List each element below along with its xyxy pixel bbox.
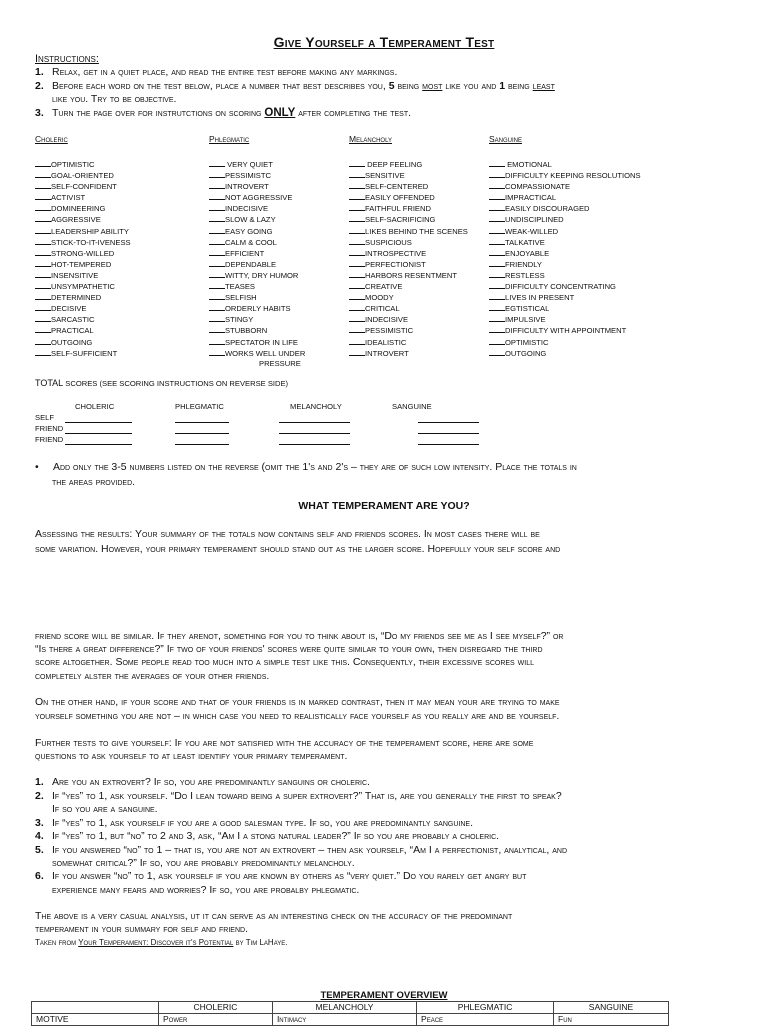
overview-cell: Power (159, 1014, 273, 1026)
score-blank[interactable] (489, 180, 505, 189)
totals-header-phlegmatic: PHLEGMATIC (175, 402, 224, 411)
question-item (35, 844, 567, 856)
section-heading: WHAT TEMPERAMENT ARE YOU? (298, 500, 470, 512)
assessing-line: Assessing the results: Your summary of the totals now contains self and friends scores. In most cases there will be (35, 528, 540, 540)
question-text: somewhat critical?” If so, you are probably predominantly melancholy. (52, 857, 355, 869)
trait-item (489, 313, 659, 324)
trait-label: AGGRESSIVE (51, 215, 101, 225)
score-blank[interactable] (349, 247, 365, 256)
score-blank[interactable] (209, 247, 225, 256)
bullet-text: Add only the 3-5 numbers listed on the reverse (omit the 1's and 2's – they are of such low intensity. Place the totals in (53, 461, 577, 473)
question-item (35, 790, 562, 802)
score-blank[interactable] (209, 269, 225, 278)
instruction-text: Relax, get in a quiet place, and read the entire test before making any markings. (52, 66, 398, 78)
trait-label: STINGY (225, 315, 254, 325)
totals-label (35, 378, 288, 388)
overview-header-cell: SANGUINE (554, 1002, 669, 1014)
other-hand-line: yourself something you are not – in which case you need to realistically face yourself as you really are and be yourself. (35, 710, 560, 722)
trait-label: UNSYMPATHETIC (51, 282, 115, 292)
question-num: 3. (35, 817, 44, 829)
overview-header-cell: MELANCHOLY (272, 1002, 416, 1014)
question-item (52, 803, 158, 815)
trait-label: SELFISH (225, 293, 257, 303)
score-blank[interactable] (209, 169, 225, 178)
score-blank[interactable] (35, 158, 51, 167)
score-blank[interactable] (209, 191, 225, 200)
column-choleric (35, 134, 205, 358)
score-blank[interactable] (349, 236, 365, 245)
score-blank[interactable] (209, 291, 225, 300)
trait-label: EASILY OFFENDED (365, 193, 435, 203)
score-blank[interactable] (349, 225, 365, 234)
trait-label: EGTISTICAL (505, 304, 550, 314)
score-blank[interactable] (65, 433, 132, 434)
totals-header-melancholy: MELANCHOLY (290, 402, 342, 411)
score-blank[interactable] (349, 202, 365, 211)
instruction-num: 1. (35, 66, 44, 78)
score-blank[interactable] (35, 258, 51, 267)
column-header: Choleric (35, 134, 68, 144)
question-text: If “yes” to 1, ask yourself if you are a good salesman type. If so, you are predominantly sanguine. (52, 817, 473, 829)
score-blank[interactable] (489, 158, 505, 167)
question-text: If “yes” to 1, ask yourself. “Do I lean toward being a super extrovert?” That is, are you generally the first to speak? (52, 790, 562, 802)
overview-table (31, 1001, 669, 1026)
score-blank[interactable] (209, 236, 225, 245)
trait-label: SPECTATOR IN LIFE (225, 337, 298, 347)
trait-label: HOT-TEMPERED (51, 259, 112, 269)
trait-label: SLOW & LAZY (225, 215, 276, 225)
overview-title: TEMPERAMENT OVERVIEW (320, 990, 448, 1001)
trait-label: EASILY DISCOURAGED (505, 204, 590, 214)
score-blank[interactable] (349, 313, 365, 322)
instruction-text: Turn the page over for instrutctions on scoring (52, 107, 265, 119)
trait-item (35, 302, 205, 313)
score-blank[interactable] (35, 236, 51, 245)
trait-label: RESTLESS (505, 270, 545, 280)
trait-label: DIFFICULTY CONCENTRATING (505, 282, 616, 292)
trait-label: SENSITIVE (365, 171, 405, 181)
trait-item (35, 180, 205, 191)
trait-label: INTROVERT (225, 182, 269, 192)
trait-label: PESSIMISTC (225, 171, 271, 181)
score-blank[interactable] (35, 191, 51, 200)
trait-item (35, 258, 205, 269)
trait-item (35, 225, 205, 236)
score-blank[interactable] (35, 291, 51, 300)
source-book: Your Temperament: Discover it's Potential (78, 938, 234, 947)
score-blank[interactable] (489, 169, 505, 178)
score-blank[interactable] (209, 258, 225, 267)
trait-label: DIFFICULTY KEEPING RESOLUTIONS (505, 171, 641, 181)
trait-label: VERY QUIET (225, 160, 273, 169)
score-blank[interactable] (489, 236, 505, 245)
friend-para-line: score altogether. Some people read too much into a simple test like this. Consequently, their excessive scores will (35, 656, 534, 668)
trait-label: ACTIVIST (51, 193, 86, 203)
score-blank[interactable] (35, 180, 51, 189)
instruction-item-1 (35, 66, 397, 78)
trait-item (35, 213, 205, 224)
trait-label: PESSIMISTIC (365, 326, 414, 336)
trait-item (35, 158, 205, 169)
score-blank[interactable] (489, 247, 505, 256)
score-blank[interactable] (349, 180, 365, 189)
score-blank[interactable] (35, 213, 51, 222)
question-item (52, 857, 355, 869)
question-num: 4. (35, 830, 44, 842)
totals-row-label: SELF (35, 413, 54, 422)
trait-label: EASY GOING (225, 226, 273, 236)
score-blank[interactable] (349, 347, 365, 356)
trait-label: DEPENDABLE (225, 259, 277, 269)
trait-label: IDEALISTIC (365, 337, 407, 347)
question-num: 5. (35, 844, 44, 856)
trait-label: DETERMINED (51, 293, 102, 303)
score-blank[interactable] (489, 302, 505, 311)
score-blank[interactable] (489, 336, 505, 345)
trait-label: TALKATIVE (505, 237, 545, 247)
question-num: 1. (35, 776, 44, 788)
score-blank[interactable] (418, 422, 479, 423)
score-blank[interactable] (35, 280, 51, 289)
trait-label: SARCASTIC (51, 315, 95, 325)
trait-label: IMPULSIVE (505, 315, 546, 325)
trait-label: STUBBORN (225, 326, 268, 336)
score-blank[interactable] (349, 269, 365, 278)
trait-label: OPTIMISTIC (51, 160, 95, 169)
trait-item (35, 236, 205, 247)
trait-label: WORKS WELL UNDER (225, 348, 306, 358)
trait-label: HARBORS RESENTMENT (365, 270, 457, 280)
instruction-item-2-cont: like you. Try to be objective. (52, 93, 177, 105)
overview-row-label: MOTIVE (32, 1014, 159, 1026)
instruction-item-3 (35, 107, 411, 119)
trait-item (489, 347, 659, 358)
trait-label: SELF-CENTERED (365, 182, 429, 192)
page-title: Give Yourself a Temperament Test (273, 34, 495, 50)
trait-label: IMPRACTICAL (505, 193, 557, 203)
assessing-line: some variation. However, your primary temperament should stand out as the larger score. Hopefully your self score and (35, 543, 561, 555)
trait-label: DEEP FEELING (365, 160, 423, 169)
question-text: Are you an extrovert? If so, you are predominantly sanguins or choleric. (52, 776, 370, 788)
trait-label: ENJOYABLE (505, 248, 550, 258)
question-text: If you answered “no” to 1 – that is, you are not an extrovert – then ask yourself, “Am I a perfectionist, analytical, and (52, 844, 568, 856)
score-blank[interactable] (489, 213, 505, 222)
question-item (35, 830, 499, 842)
bullet-dot-icon: • (35, 461, 39, 473)
trait-item (489, 202, 659, 213)
trait-label: SELF-SACRIFICING (365, 215, 436, 225)
trait-item (489, 236, 659, 247)
overview-cell: Fun (554, 1014, 669, 1026)
trait-label-continuation: PRESSURE (259, 358, 301, 368)
totals-header-choleric: CHOLERIC (75, 402, 115, 411)
instruction-text: being (394, 80, 423, 92)
score-blank[interactable] (175, 433, 229, 434)
score-blank[interactable] (279, 433, 350, 434)
trait-item (489, 336, 659, 347)
closing-line: temperament in your summary for self and friend. (35, 923, 249, 935)
score-blank[interactable] (418, 433, 479, 434)
score-blank[interactable] (175, 422, 229, 423)
score-blank[interactable] (209, 302, 225, 311)
score-blank[interactable] (35, 324, 51, 333)
trait-label: FRIENDLY (505, 259, 542, 269)
trait-label: INSENSITIVE (51, 270, 99, 280)
score-blank[interactable] (35, 247, 51, 256)
score-blank[interactable] (349, 158, 365, 167)
score-blank[interactable] (489, 225, 505, 234)
trait-label: INDECISIVE (365, 315, 409, 325)
totals-row-label: FRIEND (35, 424, 64, 433)
instructions-heading: Instructions: (35, 53, 99, 65)
instruction-text: Before each word on the test below, place a number that best describes you, (52, 80, 389, 92)
question-text: If “yes” to 1, but “no” to 2 and 3, ask, “Am I a stong natural leader?” If so you are probably a choleric. (52, 830, 500, 842)
trait-label: FAITHFUL FRIEND (365, 204, 431, 214)
score-blank[interactable] (35, 336, 51, 345)
score-blank[interactable] (35, 302, 51, 311)
trait-item (489, 258, 659, 269)
trait-label: CRITICAL (365, 304, 400, 314)
trait-item (489, 269, 659, 280)
score-blank[interactable] (279, 444, 350, 445)
column-header: Melancholy (349, 134, 392, 144)
trait-label: PRACTICAL (51, 326, 94, 336)
trait-item (35, 347, 205, 358)
score-blank[interactable] (209, 202, 225, 211)
trait-item (489, 213, 659, 224)
trait-label: CREATIVE (365, 282, 403, 292)
score-blank[interactable] (349, 336, 365, 345)
totals-label-big: TOTAL (35, 378, 64, 388)
trait-item (489, 158, 659, 169)
score-blank[interactable] (279, 422, 350, 423)
trait-label: SELF-SUFFICIENT (51, 348, 118, 358)
score-blank[interactable] (489, 291, 505, 300)
trait-item (489, 324, 659, 335)
trait-label: OPTIMISTIC (505, 337, 549, 347)
score-blank[interactable] (489, 347, 505, 356)
trait-label: WITTY, DRY HUMOR (225, 270, 299, 280)
trait-item (35, 169, 205, 180)
trait-label: OUTGOING (505, 348, 547, 358)
trait-label: STRONG-WILLED (51, 248, 115, 258)
score-blank[interactable] (349, 280, 365, 289)
trait-label: ORDERLY HABITS (225, 304, 291, 314)
instruction-text: after completing the test. (295, 107, 412, 119)
score-blank[interactable] (349, 213, 365, 222)
overview-header-row (32, 1002, 669, 1014)
score-blank[interactable] (349, 169, 365, 178)
question-text: If so you are a sanguine. (52, 803, 158, 815)
trait-label: GOAL-ORIENTED (51, 171, 114, 181)
instruction-text: like you and (442, 80, 500, 92)
score-blank[interactable] (209, 347, 225, 356)
column-header: Sanguine (489, 134, 523, 144)
score-blank[interactable] (489, 280, 505, 289)
score-blank[interactable] (209, 158, 225, 167)
score-blank[interactable] (489, 191, 505, 200)
score-blank[interactable] (35, 225, 51, 234)
overview-cell: Peace (417, 1014, 554, 1026)
score-blank[interactable] (489, 324, 505, 333)
trait-label: NOT AGGRESSIVE (225, 193, 293, 203)
instruction-num: 3. (35, 107, 44, 119)
other-hand-line: On the other hand, if your score and that of your friends is in marked contrast, then it may mean your are trying to make (35, 696, 560, 708)
score-blank[interactable] (489, 313, 505, 322)
trait-item (35, 191, 205, 202)
question-text: experience many fears and worries? If so, you are probalby phlegmatic. (52, 884, 360, 896)
question-text: If you answer “no” to 1, ask yourself if you are known by others as “very quiet.” Do you rarely get angry but (52, 870, 527, 882)
question-item (35, 776, 370, 788)
friend-para-line: friend score will be similar. If they arenot, something for you to think about is, “Do my friends see me as I see myself?” or (35, 630, 564, 642)
overview-cell: Intimacy (272, 1014, 416, 1026)
trait-label: DIFFICULTY WITH APPOINTMENT (505, 326, 627, 336)
trait-item (489, 169, 659, 180)
friend-para-line: completely alster the averages of your other friends. (35, 670, 270, 682)
source-credit (35, 935, 735, 950)
bullet-note-cont: the areas provided. (52, 476, 136, 488)
score-blank[interactable] (35, 269, 51, 278)
score-blank[interactable] (349, 324, 365, 333)
trait-item (35, 313, 205, 324)
trait-item (35, 202, 205, 213)
column-header: Phlegmatic (209, 134, 250, 144)
trait-label: STICK-TO-IT-IVENESS (51, 237, 131, 247)
trait-label: UNDISCIPLINED (505, 215, 564, 225)
trait-item (35, 324, 205, 335)
overview-header-cell (32, 1002, 159, 1014)
question-item (52, 884, 359, 896)
trait-label: DOMINEERING (51, 204, 106, 214)
trait-item (35, 247, 205, 258)
score-blank[interactable] (35, 313, 51, 322)
score-blank[interactable] (65, 444, 132, 445)
score-blank[interactable] (35, 202, 51, 211)
trait-item (489, 291, 659, 302)
trait-label: WEAK-WILLED (505, 226, 559, 236)
word-only: ONLY (264, 107, 296, 119)
score-blank[interactable] (209, 280, 225, 289)
totals-header-sanguine: SANGUINE (392, 402, 432, 411)
trait-label: EMOTIONAL (505, 160, 552, 169)
trait-label: LIKES BEHIND THE SCENES (365, 226, 468, 236)
instruction-text: being (505, 80, 533, 92)
trait-item (489, 302, 659, 313)
score-blank[interactable] (349, 291, 365, 300)
trait-item (35, 336, 205, 347)
trait-label: OUTGOING (51, 337, 93, 347)
trait-label: INTROVERT (365, 348, 409, 358)
score-blank[interactable] (349, 258, 365, 267)
further-line: Further tests to give yourself: If you are not satisfied with the accuracy of the temperament score, here are some (35, 737, 534, 749)
overview-header-cell: PHLEGMATIC (417, 1002, 554, 1014)
column-sanguine (489, 134, 659, 358)
score-blank[interactable] (489, 269, 505, 278)
trait-label: INTROSPECTIVE (365, 248, 427, 258)
totals-row-label: FRIEND (35, 435, 64, 444)
trait-label: MOODY (365, 293, 394, 303)
bullet-note (35, 460, 735, 475)
trait-label: INDECISIVE (225, 204, 269, 214)
trait-item (489, 191, 659, 202)
score-blank[interactable] (209, 336, 225, 345)
trait-label: SELF-CONFIDENT (51, 182, 117, 192)
score-blank[interactable] (349, 302, 365, 311)
trait-item (489, 280, 659, 291)
trait-label: DECISIVE (51, 304, 87, 314)
trait-item (489, 180, 659, 191)
trait-label: COMPASSIONATE (505, 182, 571, 192)
trait-label: TEASES (225, 282, 255, 292)
trait-label: LEADERSHIP ABILITY (51, 226, 129, 236)
number-five: 5 (388, 80, 395, 92)
friend-para-line: “Is there a great difference?” If two of your friends' scores were quite similar to your own, then disregard the third (35, 643, 543, 655)
totals-label-small: SCORES (SEE SCORING INSTRUCTIONS ON REVERSE SIDE) (63, 379, 289, 388)
question-item (35, 870, 526, 882)
trait-item (489, 247, 659, 258)
question-num: 2. (35, 790, 44, 802)
score-blank[interactable] (35, 347, 51, 356)
trait-label: EFFICIENT (225, 248, 265, 258)
score-blank[interactable] (209, 225, 225, 234)
closing-line: The above is a very casual analysis, ut it can serve as an interesting check on the accuracy of the predominant (35, 910, 513, 922)
score-blank[interactable] (209, 313, 225, 322)
score-blank[interactable] (175, 444, 229, 445)
question-num: 6. (35, 870, 44, 882)
trait-item (35, 269, 205, 280)
trait-label: PERFECTIONIST (365, 259, 426, 269)
trait-item (35, 291, 205, 302)
number-one: 1 (499, 80, 506, 92)
word-most: most (422, 80, 443, 92)
score-blank[interactable] (489, 258, 505, 267)
trait-label: SUSPICIOUS (365, 237, 412, 247)
score-blank[interactable] (418, 444, 479, 445)
trait-label: CALM & COOL (225, 237, 277, 247)
trait-item (489, 225, 659, 236)
instruction-item-2 (35, 80, 555, 92)
trait-label: LIVES IN PRESENT (505, 293, 575, 303)
score-blank[interactable] (209, 324, 225, 333)
score-blank[interactable] (35, 169, 51, 178)
further-line: questions to ask yourself to at least identify your primary temperament. (35, 750, 348, 762)
score-blank[interactable] (209, 213, 225, 222)
score-blank[interactable] (489, 202, 505, 211)
trait-item (35, 280, 205, 291)
score-blank[interactable] (209, 180, 225, 189)
question-item (35, 817, 473, 829)
score-blank[interactable] (349, 191, 365, 200)
source-author: by Tim LaHaye. (233, 938, 288, 947)
source-prefix: Taken from (35, 938, 79, 947)
instruction-num: 2. (35, 80, 44, 92)
score-blank[interactable] (65, 422, 132, 423)
word-least: least (532, 80, 555, 92)
overview-header-cell: CHOLERIC (159, 1002, 273, 1014)
